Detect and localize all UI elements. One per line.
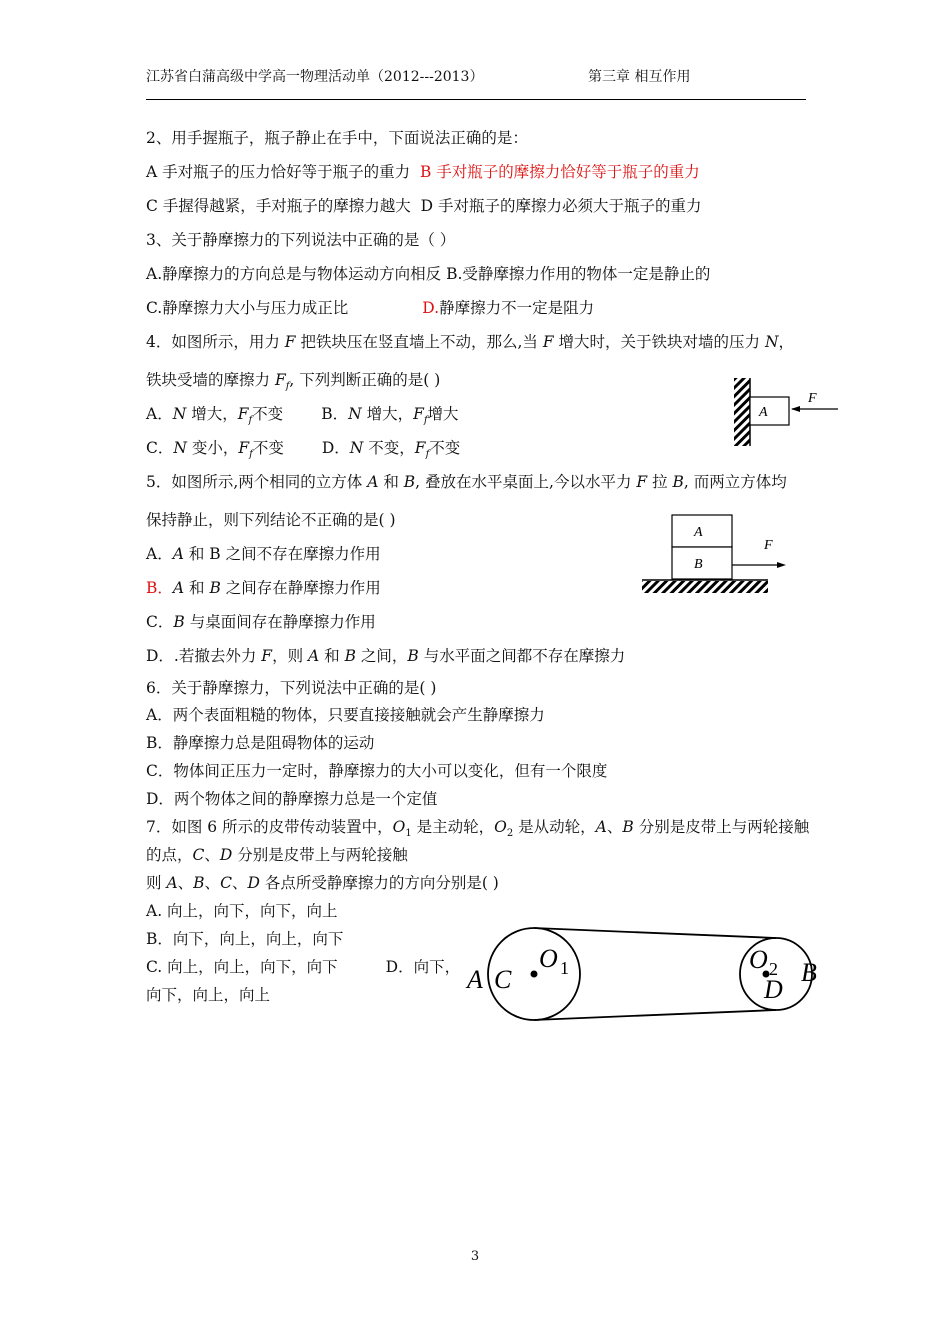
q5-stem-line2: 保持静止，则下列结论不正确的是( ) <box>146 511 396 529</box>
q2-options-cd <box>146 196 702 216</box>
belt-bottom <box>534 1010 776 1020</box>
header-rule <box>146 99 806 100</box>
q7-option-b: B．向下，向上，向上，向下 <box>146 930 344 948</box>
label-b: B <box>801 958 817 987</box>
q4-stem-line1: 4．如图所示，用力 F 把铁块压在竖直墙上不动，那么,当 F 增大时，关于铁块对墙的压力 N， <box>146 333 795 351</box>
q7-stem-line3: 则 A、B、C、D 各点所受静摩擦力的方向分别是( ) <box>146 874 499 892</box>
q7-option-d-cont: 向下，向上，向上 <box>146 986 271 1004</box>
q3-option-b: B.受静摩擦力作用的物体一定是静止的 <box>446 265 711 283</box>
force-arrowhead <box>791 406 800 412</box>
label-c: C <box>494 965 512 994</box>
q4-stem-line2: 铁块受墙的摩擦力 $F_f$, 下列判断正确的是( ) <box>146 371 441 393</box>
wall-hatch <box>734 378 750 446</box>
q7-option-d-start: D．向下， <box>385 958 461 976</box>
q6-option-d: D．两个物体之间的静摩擦力总是一个定值 <box>146 790 438 808</box>
q2-option-d: D 手对瓶子的摩擦力必须大于瓶子的重力 <box>420 197 702 215</box>
q3-options-ab <box>146 264 710 284</box>
q3-options-cd <box>146 298 594 318</box>
q4-option-c: C．N 变小，$F_f$不变 <box>146 439 284 461</box>
q4-option-b: B．N 增大，$F_f$增大 <box>321 405 459 427</box>
q6-option-b: B．静摩擦力总是阻碍物体的运动 <box>146 734 375 752</box>
table-hatch <box>642 581 768 593</box>
q5-option-b: B．A 和 B 之间存在静摩擦力作用 <box>146 579 381 597</box>
force-label: F <box>808 391 817 406</box>
label-d: D <box>764 975 783 1004</box>
q2-option-a: A 手对瓶子的压力恰好等于瓶子的重力 <box>146 163 411 181</box>
label-o2-sub: 2 <box>769 959 778 979</box>
q4-figure <box>728 375 848 450</box>
q3-stem: 3、关于静摩擦力的下列说法中正确的是（ ） <box>146 231 456 249</box>
q2-option-c: C 手握得越紧，手对瓶子的摩擦力越大 <box>146 197 411 215</box>
header-chapter: 第三章 相互作用 <box>588 69 691 85</box>
q4-option-a: A．N 增大，$F_f$不变 <box>146 405 284 427</box>
axle-o1 <box>531 971 538 978</box>
label-o1-sub: 1 <box>560 958 569 978</box>
q5-option-d: D．.若撤去外力 F，则 A 和 B 之间，B 与水平面之间都不存在摩擦力 <box>146 647 626 665</box>
page-number: 3 <box>470 1249 480 1264</box>
block-a-label: A <box>694 525 703 540</box>
q2-stem: 2、用手握瓶子，瓶子静止在手中，下面说法正确的是： <box>146 129 528 147</box>
pull-force-label: F <box>764 538 773 553</box>
q4-options-ab <box>146 404 459 431</box>
q7-option-c: C. 向上，向上，向下，向下 D．向下， <box>146 958 461 976</box>
q7-stem-line2: 的点，C、D 分别是皮带上与两轮接触 <box>146 846 408 864</box>
q5-option-a: A．A 和 B 之间不存在摩擦力作用 <box>146 545 381 563</box>
q7-option-a: A. 向上，向下，向下，向上 <box>146 902 338 920</box>
q4-option-d: D．N 不变，$F_f$不变 <box>321 439 461 461</box>
q3-option-a: A.静摩擦力的方向总是与物体运动方向相反 <box>146 265 442 283</box>
q3-option-d: 静摩擦力不一定是阻力 <box>439 299 595 317</box>
q2-option-b: B 手对瓶子的摩擦力恰好等于瓶子的重力 <box>419 163 700 181</box>
q6-stem: 6．关于静摩擦力，下列说法中正确的是( ) <box>146 679 437 697</box>
block-label: A <box>759 405 768 420</box>
belt-top <box>534 928 776 938</box>
q5-option-c: C．B 与桌面间存在静摩擦力作用 <box>146 613 376 631</box>
label-o2: O <box>749 945 768 974</box>
label-a: A <box>467 965 483 994</box>
block-b-label: B <box>694 557 703 572</box>
q7-belt-figure <box>462 920 832 1030</box>
q3-option-d-letter: D. <box>422 299 440 317</box>
q4-options-cd <box>146 438 460 465</box>
q5-figure <box>640 512 800 598</box>
q2-options-ab <box>146 162 700 182</box>
q6-option-a: A．两个表面粗糙的物体，只要直接接触就会产生静摩擦力 <box>146 706 545 724</box>
q7-stem-line1: 7．如图 6 所示的皮带传动装置中，$O_1$ 是主动轮，$O_2$ 是从动轮，A、B 分别是皮带上与两轮接触 <box>146 818 810 840</box>
iron-block <box>750 397 789 425</box>
label-o1: O <box>539 944 558 973</box>
q5-stem-line1: 5．如图所示,两个相同的立方体 A 和 B, 叠放在水平桌面上,今以水平力 F 拉 B, 而两立方体均 <box>146 473 787 491</box>
pull-force-arrowhead <box>777 562 786 568</box>
header-title: 江苏省白蒲高级中学高一物理活动单（2012---2013） <box>146 69 484 85</box>
q3-option-c: C.静摩擦力大小与压力成正比 <box>146 299 349 317</box>
q6-option-c: C．物体间正压力一定时，静摩擦力的大小可以变化，但有一个限度 <box>146 762 608 780</box>
